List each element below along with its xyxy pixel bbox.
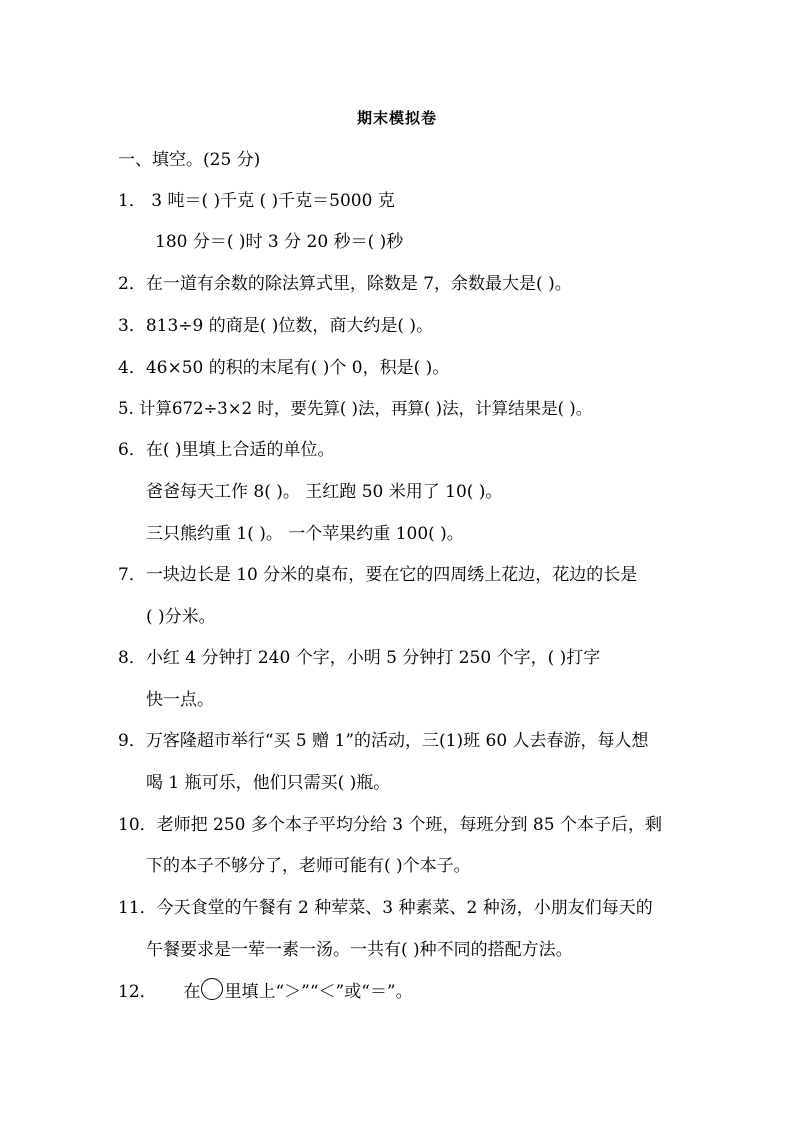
question-8-line-1: 8．小红 4 分钟打 240 个字，小明 5 分钟打 250 个字，( )打字 — [118, 648, 601, 668]
question-4: 4．46×50 的积的末尾有( )个 0，积是( )。 — [118, 358, 450, 378]
question-11-line-1: 11．今天食堂的午餐有 2 种荤菜、3 种素菜、2 种汤，小朋友们每天的 — [118, 898, 653, 918]
section-heading: 一、填空。(25 分) — [118, 150, 261, 170]
question-9-line-1: 9．万客隆超市举行“买 5 赠 1”的活动，三(1)班 60 人去春游，每人想 — [118, 731, 649, 751]
question-12-prefix: 在 — [183, 982, 201, 1002]
question-8-line-2: 快一点。 — [146, 690, 214, 710]
page-title: 期末模拟卷 — [356, 109, 437, 127]
question-12-text: 里填上“＞”“＜”或“＝”。 — [224, 982, 413, 1002]
question-5: 5. 计算672÷3×2 时，要先算( )法，再算( )法，计算结果是( )。 — [118, 399, 593, 418]
question-12 — [118, 978, 738, 1006]
question-6: 6．在( )里填上合适的单位。 — [118, 440, 335, 460]
question-10-line-1: 10．老师把 250 多个本子平均分给 3 个班，每班分到 85 个本子后，剩 — [118, 815, 662, 835]
question-1-line-2: 180 分＝( )时 3 分 20 秒＝( )秒 — [155, 232, 404, 252]
question-7-line-1: 7．一块边长是 10 分米的桌布，要在它的四周绣上花边，花边的长是 — [118, 565, 638, 585]
question-1-line-1: 1． 3 吨＝( )千克 ( )千克＝5000 克 — [118, 191, 395, 211]
question-6-line-3: 三只熊约重 1( )。 一个苹果约重 100( )。 — [146, 524, 464, 544]
question-3: 3．813÷9 的商是( )位数，商大约是( )。 — [118, 316, 434, 336]
question-9-line-2: 喝 1 瓶可乐，他们只需买( )瓶。 — [146, 773, 391, 793]
question-12-number: 12． — [118, 982, 157, 1002]
question-2: 2．在一道有余数的除法算式里，除数是 7，余数最大是( )。 — [118, 274, 572, 294]
blank-circle-icon — [201, 978, 223, 1000]
question-7-line-2: ( )分米。 — [146, 607, 216, 627]
question-10-line-2: 下的本子不够分了，老师可能有( )个本子。 — [146, 856, 471, 876]
question-6-line-2: 爸爸每天工作 8( )。 王红跑 50 米用了 10( )。 — [146, 482, 503, 502]
question-11-line-2: 午餐要求是一荤一素一汤。一共有( )种不同的搭配方法。 — [146, 940, 573, 960]
